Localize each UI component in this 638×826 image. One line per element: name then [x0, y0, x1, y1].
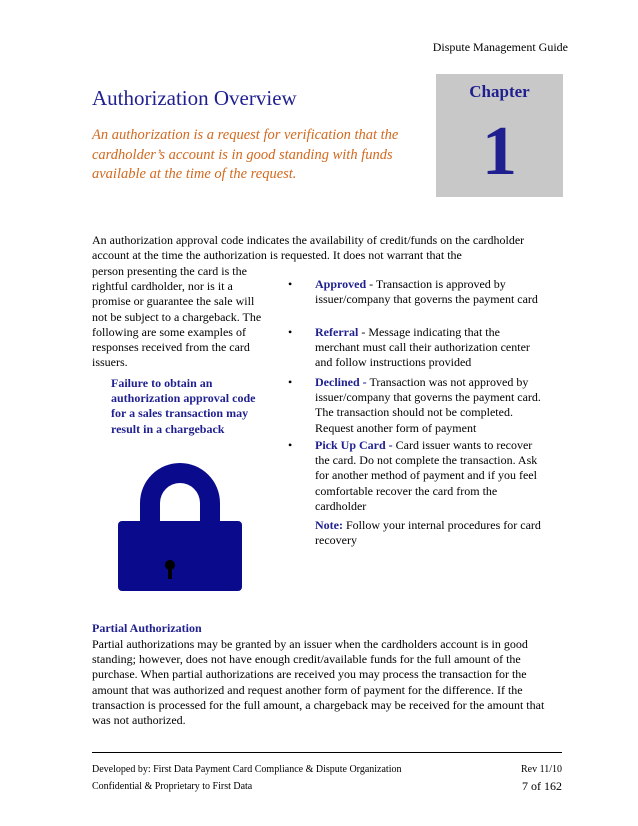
- response-term: Referral: [315, 325, 359, 339]
- footer-developer: Developed by: First Data Payment Card Compliance & Dispute Organization: [92, 764, 402, 775]
- bullet-icon: •: [288, 438, 293, 452]
- bullet-icon: •: [288, 325, 293, 339]
- response-description: Transaction was not approved by issuer/company that governs the payment card. The transaction should not be completed. Request another form of payment: [315, 375, 541, 435]
- footer-confidential: Confidential & Proprietary to First Data: [92, 781, 253, 792]
- section-heading: Partial Authorization: [92, 621, 202, 635]
- response-term: Approved: [315, 277, 367, 291]
- page-number: 7 of 162: [522, 779, 562, 793]
- intro-paragraph-continued: person presenting the card is the rightful cardholder, nor is it a promise or guarantee the sale will not be subject to a chargeback. The following are some examples of responses received from the card issuers.: [92, 264, 262, 370]
- intro-paragraph: An authorization approval code indicates the availability of credit/funds on the cardholder account at the time the authorization is requested. It does not warrant that the: [92, 233, 525, 263]
- running-header: Dispute Management Guide: [432, 40, 568, 54]
- response-term: Declined -: [315, 375, 367, 389]
- response-description: Transaction is approved by issuer/company that governs the payment card: [315, 277, 538, 307]
- chapter-box: [436, 74, 563, 197]
- footer-divider: [92, 752, 562, 753]
- section-body: Partial authorizations may be granted by an issuer when the cardholders account is in good standing; however, does not have enough credit/available funds for the full amount of the purchase. When partial authorizations are received you may process the transaction for the amount that was authorized and request another form of payment for the difference. If the transaction is processed for the full amount, a chargeback may be received for the amount that was not authorized.: [92, 637, 545, 728]
- padlock-icon: [118, 459, 242, 591]
- response-description: Message indicating that the merchant must call their authorization center and follow instructions provided: [315, 325, 530, 370]
- note-text: Follow your internal procedures for card recovery: [315, 518, 541, 548]
- page-title: Authorization Overview: [92, 86, 297, 110]
- footer-right: [470, 761, 562, 795]
- response-term: Pick Up Card -: [315, 438, 393, 452]
- chapter-subtitle: An authorization is a request for verification that the cardholder’s account is in good standing with funds available at the time of the request.: [92, 127, 399, 182]
- response-separator: -: [366, 277, 376, 291]
- response-separator: -: [358, 325, 369, 339]
- footer-revision: Rev 11/10: [520, 764, 562, 775]
- note-label: Note:: [315, 518, 343, 532]
- chapter-number: 1: [482, 113, 517, 190]
- footer-left: [92, 761, 401, 795]
- recovery-note: [315, 518, 545, 548]
- bullet-icon: •: [288, 277, 293, 291]
- chargeback-warning: Failure to obtain an authorization approval code for a sales transaction may result in a chargeback: [111, 376, 256, 436]
- bullet-icon: •: [288, 375, 293, 389]
- chapter-label: Chapter: [469, 82, 530, 101]
- response-description: Card issuer wants to recover the card. Do not complete the transaction. Ask for another method of payment and if you feel comfortable recover the card from the cardholder: [315, 438, 538, 513]
